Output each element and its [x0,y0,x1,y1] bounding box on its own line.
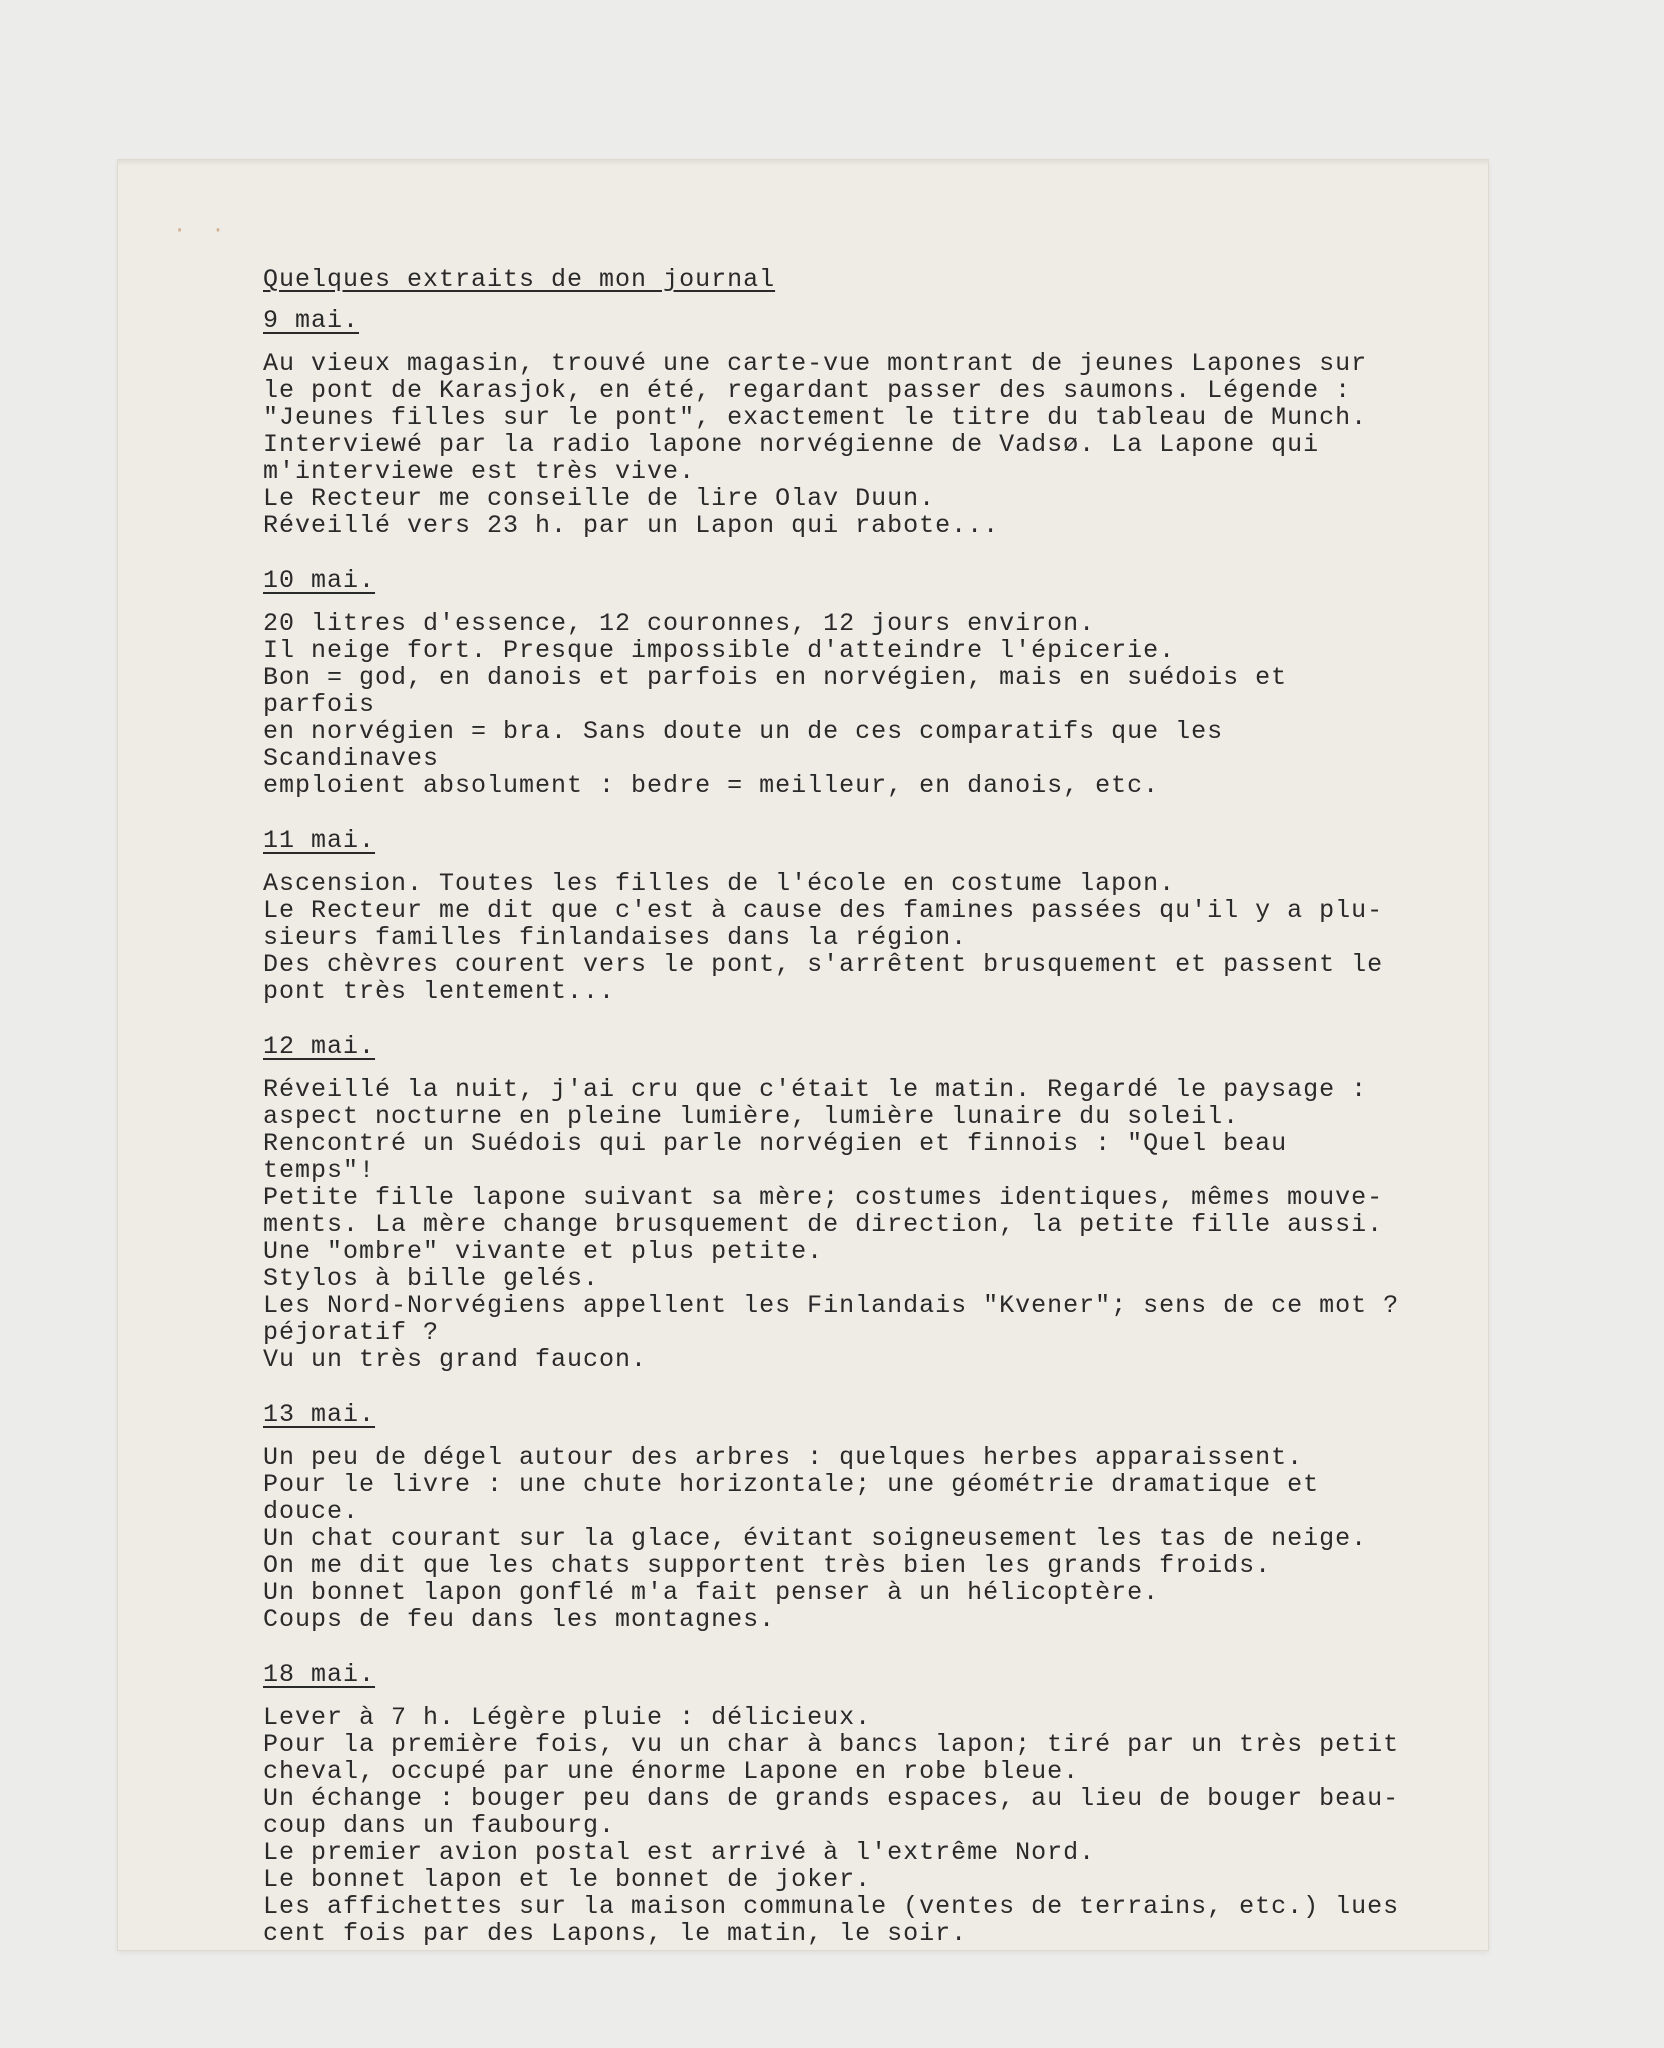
entry-line: Petite fille lapone suivant sa mère; costumes identiques, mêmes mouve- [263,1183,1384,1212]
entry-line: Bon = god, en danois et parfois en norvégien, mais en suédois et parfois [263,663,1304,719]
entry-line: On me dit que les chats supportent très bien les grands froids. [263,1551,1272,1580]
entry-line: Au vieux magasin, trouvé une carte-vue montrant de jeunes Lapones sur [263,349,1368,378]
journal-entries [263,307,1413,1947]
entry-line: en norvégien = bra. Sans doute un de ces comparatifs que les Scandinaves [263,717,1240,773]
entry-line: 20 litres d'essence, 12 couronnes, 12 jours environ. [263,609,1096,638]
entry-date: 12 mai. [263,1032,376,1061]
entry-line: péjoratif ? [263,1318,440,1347]
entry-line: Coups de feu dans les montagnes. [263,1605,776,1634]
entry-line: cent fois par des Lapons, le matin, le soir. [263,1919,968,1948]
entry-date: 10 mai. [263,566,376,595]
entry-line: Lever à 7 h. Légère pluie : délicieux. [263,1703,872,1732]
entry-line: Un bonnet lapon gonflé m'a fait penser à un hélicoptère. [263,1578,1160,1607]
entry-date: 9 mai. [263,306,360,335]
entry-line: Un chat courant sur la glace, évitant soigneusement les tas de neige. [263,1524,1368,1553]
entry-line: Le bonnet lapon et le bonnet de joker. [263,1865,872,1894]
entry-line: le pont de Karasjok, en été, regardant passer des saumons. Légende : [263,376,1352,405]
entry-line: Un échange : bouger peu dans de grands espaces, au lieu de bouger beau- [263,1784,1400,1813]
document-title: Quelques extraits de mon journal [263,265,776,294]
entry-line: Le premier avion postal est arrivé à l'extrême Nord. [263,1838,1096,1867]
journal-entry [263,1401,1413,1633]
entry-line: douce. [263,1497,360,1526]
entry-line: Le Recteur me conseille de lire Olav Duun. [263,484,936,513]
entry-line: Ascension. Toutes les filles de l'école en costume lapon. [263,869,1176,898]
entry-line: Réveillé vers 23 h. par un Lapon qui rabote... [263,511,1000,540]
entry-line: Vu un très grand faucon. [263,1345,648,1374]
rust-stain-mark: · · [173,218,231,243]
journal-entry [263,1033,1413,1373]
journal-entry [263,1661,1413,1947]
entry-line: Les Nord-Norvégiens appellent les Finlandais "Kvener"; sens de ce mot ? [263,1291,1400,1320]
entry-line: emploient absolument : bedre = meilleur, en danois, etc. [263,771,1160,800]
entry-line: coup dans un faubourg. [263,1811,616,1840]
entry-line: Pour le livre : une chute horizontale; une géométrie dramatique et [263,1470,1320,1499]
journal-entry [263,307,1413,539]
journal-entry [263,567,1413,799]
entry-line: Il neige fort. Presque impossible d'atteindre l'épicerie. [263,636,1176,665]
entry-line: Interviewé par la radio lapone norvégienne de Vadsø. La Lapone qui [263,430,1320,459]
entry-line: pont très lentement... [263,977,616,1006]
entry-line: cheval, occupé par une énorme Lapone en robe bleue. [263,1757,1080,1786]
entry-line: ments. La mère change brusquement de direction, la petite fille aussi. [263,1210,1384,1239]
entry-line: aspect nocturne en pleine lumière, lumière lunaire du soleil. [263,1102,1240,1131]
entry-line: Des chèvres courent vers le pont, s'arrêtent brusquement et passent le [263,950,1384,979]
entry-line: Le Recteur me dit que c'est à cause des famines passées qu'il y a plu- [263,896,1384,925]
entry-line: Les affichettes sur la maison communale (ventes de terrains, etc.) lues [263,1892,1400,1921]
entry-line: Un peu de dégel autour des arbres : quelques herbes apparaissent. [263,1443,1304,1472]
entry-date: 13 mai. [263,1400,376,1429]
entry-line: Stylos à bille gelés. [263,1264,600,1293]
entry-line: "Jeunes filles sur le pont", exactement le titre du tableau de Munch. [263,403,1368,432]
entry-line: m'interviewe est très vive. [263,457,696,486]
entry-line: sieurs familles finlandaises dans la région. [263,923,968,952]
entry-line: Une "ombre" vivante et plus petite. [263,1237,824,1266]
entry-line: Pour la première fois, vu un char à bancs lapon; tiré par un très petit [263,1730,1400,1759]
entry-date: 18 mai. [263,1660,376,1689]
entry-date: 11 mai. [263,826,376,855]
entry-line: Rencontré un Suédois qui parle norvégien et finnois : "Quel beau temps"! [263,1129,1304,1185]
typewritten-page [118,160,1488,1950]
entry-line: Réveillé la nuit, j'ai cru que c'était le matin. Regardé le paysage : [263,1075,1368,1104]
journal-entry [263,827,1413,1005]
journal-content [263,266,1413,1975]
